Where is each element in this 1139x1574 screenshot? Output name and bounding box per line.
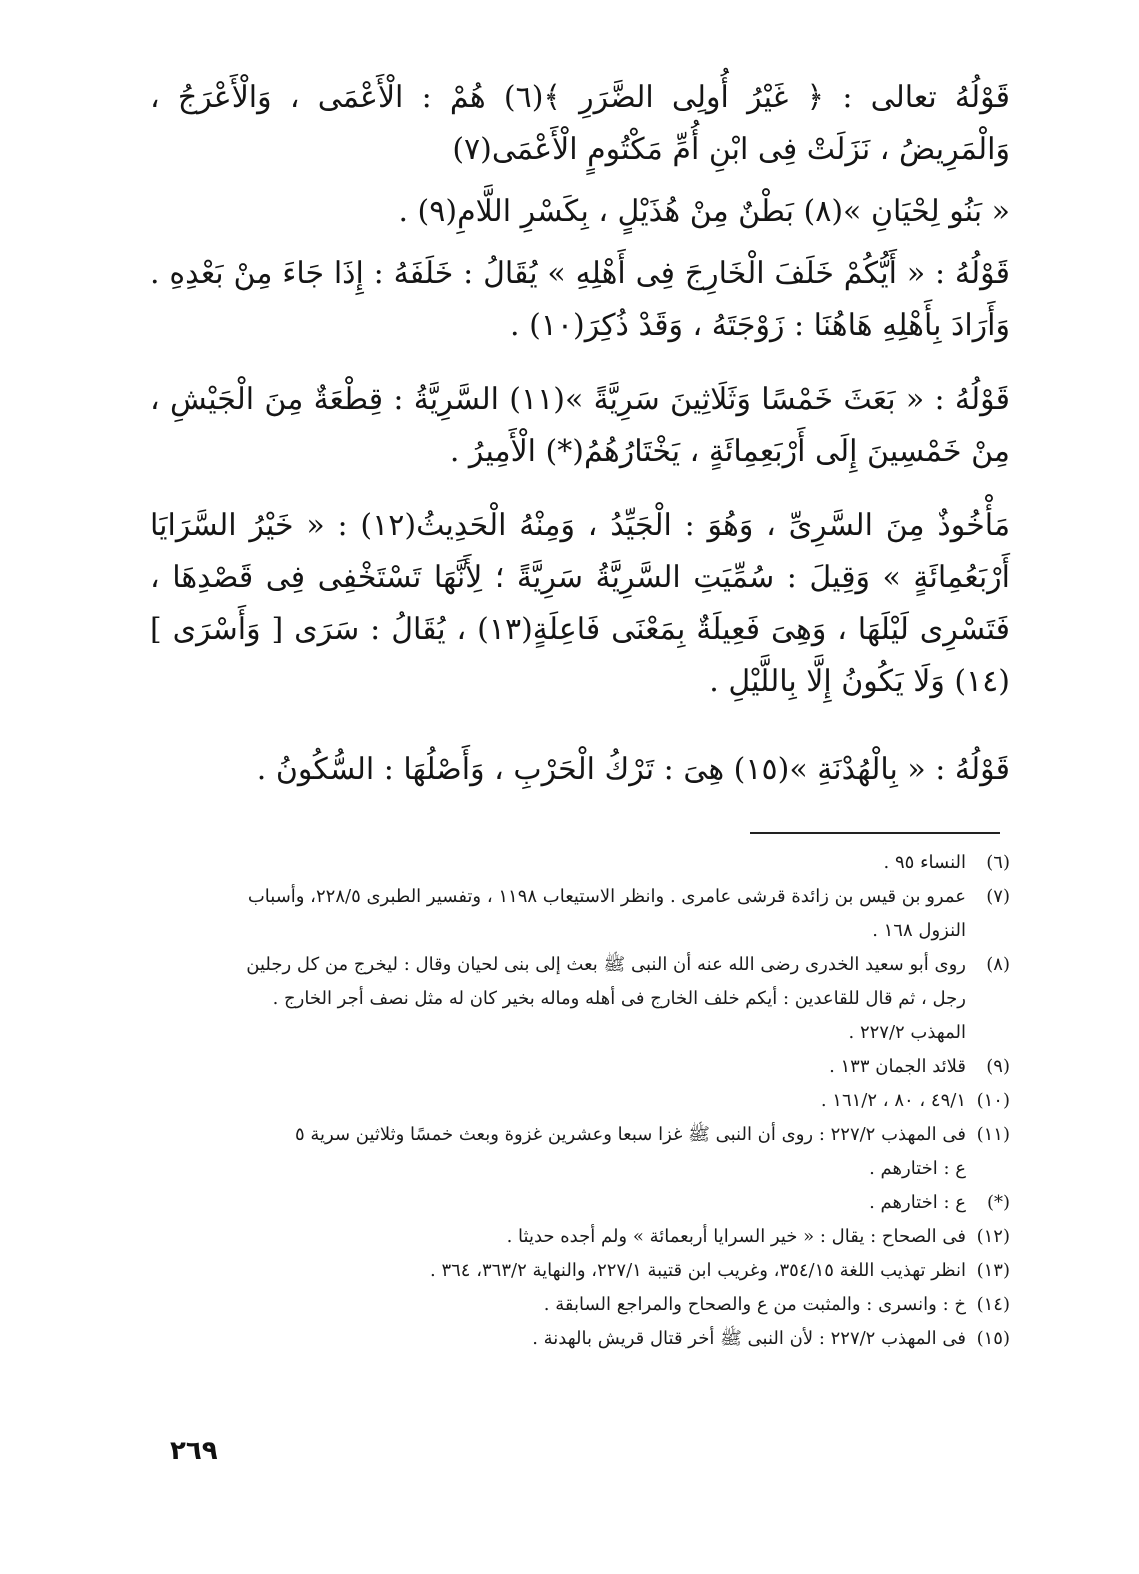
footnote-7 xyxy=(150,880,1010,914)
footnote-10 xyxy=(150,1084,1010,1118)
footnote-text: خ : وانسرى : والمثبت من ع والصحاح والمراجع السابقة . xyxy=(543,1294,966,1315)
footnotes xyxy=(150,846,1010,1356)
footnote-number: (٩) xyxy=(986,1056,1010,1077)
footnote-8-continuation: رجل ، ثم قال للقاعدين : أيكم خلف الخارج فى أهله وماله بخير كان له مثل نصف أجر الخارج . xyxy=(272,988,966,1009)
footnote-11-continuation: ع : اختارهم . xyxy=(869,1158,966,1179)
footnote-14 xyxy=(150,1288,1010,1322)
footnote-number: (١٠) xyxy=(976,1090,1010,1111)
footnote-9 xyxy=(150,1050,1010,1084)
footnote-separator xyxy=(750,832,1000,834)
footnote-asterisk xyxy=(150,1186,1010,1220)
footnote-8-continuation: المهذب ٢٢٧/٢ . xyxy=(848,1022,966,1043)
footnote-12 xyxy=(150,1220,1010,1254)
page-number: ٢٦٩ xyxy=(170,1436,218,1466)
paragraph-makhudh-min-al-sari: مَأْخُوذٌ مِنَ السَّرِىِّ ، وَهُوَ : الْجَيِّدُ ، وَمِنْهُ الْحَدِيثُ(١٢) : « خَيْرُ السَّرَايَا أَرْبَعُمِائَةٍ » وَقِيلَ : سُمِّيَتِ السَّرِيَّةُ سَرِيَّةً ؛ لِأَنَّهَا تَسْتَخْفِى فِى قَصْدِهَا ، فَتَسْرِى لَيْلَهَا ، وَهِىَ فَعِيلَةٌ بِمَعْنَى فَاعِلَةٍ(١٣) ، يُقَالُ : سَرَى [ وَأَسْرَى ](١٤) وَلَا يَكُونُ إِلَّا بِاللَّيْلِ . xyxy=(150,508,1011,699)
paragraph-baatha-sariyya: قَوْلُهُ : « بَعَثَ خَمْسًا وَثَلَاثِينَ سَرِيَّةً »(١١) السَّرِيَّةُ : قِطْعَةٌ مِنَ الْجَيْشِ ، مِنْ خَمْسِينَ إِلَى أَرْبَعِمِائَةٍ ، يَخْتَارُهُمُ(*) الْأَمِيرُ . xyxy=(150,382,1010,469)
footnote-text: النساء ٩٥ . xyxy=(883,852,966,873)
footnote-text: ع : اختارهم . xyxy=(869,1192,966,1213)
footnote-11 xyxy=(150,1118,1010,1152)
footnote-number: (*) xyxy=(986,1192,1010,1213)
footnote-15 xyxy=(150,1322,1010,1356)
footnote-text: عمرو بن قيس بن زائدة قرشى عامرى . وانظر الاستيعاب ١١٩٨ ، وتفسير الطبرى ٢٢٨/٥، وأسباب xyxy=(247,886,966,907)
footnote-number: (١٤) xyxy=(976,1294,1010,1315)
main-text xyxy=(150,72,1010,796)
paragraph-bil-hudna: قَوْلُهُ : « بِالْهُدْنَةِ »(١٥) هِىَ : تَرْكُ الْحَرْبِ ، وَأَصْلُهَا : السُّكُونُ . xyxy=(256,752,1010,787)
footnote-number: (١٣) xyxy=(976,1260,1010,1281)
footnote-number: (٦) xyxy=(986,852,1010,873)
footnote-text: فى المهذب ٢٢٧/٢ : روى أن النبى ﷺ غزا سبعا وعشرين غزوة وبعث خمسًا وثلاثين سرية ٥ xyxy=(294,1124,966,1145)
footnote-number: (١٥) xyxy=(976,1328,1010,1349)
footnote-text: روى أبو سعيد الخدرى رضى الله عنه أن النبى ﷺ بعث إلى بنى لحيان وقال : ليخرج من كل رجلين xyxy=(246,954,966,975)
paragraph-ghayr-uli-al-darar: قَوْلُهُ تعالى : ﴿ غَيْرُ أُولِى الضَّرَرِ ﴾(٦) هُمْ : الْأَعْمَى ، وَالْأَعْرَجُ ، وَالْمَرِيضُ ، نَزَلَتْ فِى ابْنِ أُمِّ مَكْتُومٍ الْأَعْمَى(٧) xyxy=(150,80,1010,167)
footnote-8 xyxy=(150,948,1010,982)
footnote-number: (١٢) xyxy=(976,1226,1010,1247)
footnote-number: (٨) xyxy=(986,954,1010,975)
footnote-7-continuation: النزول ١٦٨ . xyxy=(872,920,966,941)
paragraph-banu-lihyan: « بَنُو لِحْيَانِ »(٨) بَطْنٌ مِنْ هُذَيْلٍ ، بِكَسْرِ اللَّامِ(٩) . xyxy=(398,194,1010,229)
footnote-number: (١١) xyxy=(976,1124,1010,1145)
footnote-text: انظر تهذيب اللغة ٣٥٤/١٥، وغريب ابن قتيبة ٢٢٧/١، والنهاية ٣٦٣/٢، ٣٦٤ . xyxy=(430,1260,966,1281)
footnote-text: فى المهذب ٢٢٧/٢ : لأن النبى ﷺ أخر قتال قريش بالهدنة . xyxy=(532,1328,966,1349)
footnote-6 xyxy=(150,846,1010,880)
footnote-text: ٤٩/١ ، ٨٠ ، ١٦١/٢ . xyxy=(820,1090,966,1111)
paragraph-ayyukum-khalafa: قَوْلُهُ : « أَيُّكُمْ خَلَفَ الْخَارِجَ فِى أَهْلِهِ » يُقَالُ : خَلَفَهُ : إِذَا جَاءَ مِنْ بَعْدِهِ . وَأَرَادَ بِأَهْلِهِ هَاهُنَا : زَوْجَتَهُ ، وَقَدْ ذُكِرَ(١٠) . xyxy=(150,256,1010,343)
footnote-text: فى الصحاح : يقال : « خير السرايا أربعمائة » ولم أجده حديثا . xyxy=(506,1226,966,1247)
footnote-text: قلائد الجمان ١٣٣ . xyxy=(829,1056,966,1077)
footnote-13 xyxy=(150,1254,1010,1288)
footnote-number: (٧) xyxy=(986,886,1010,907)
